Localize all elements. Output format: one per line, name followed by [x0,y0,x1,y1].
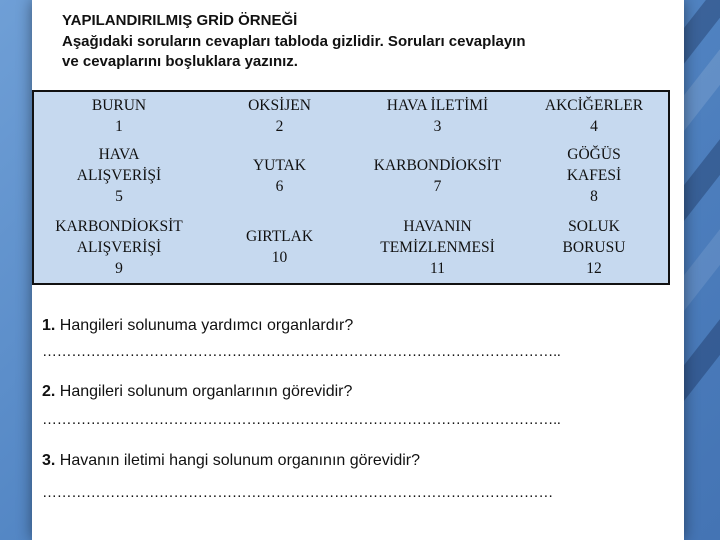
grid-cell [520,211,669,284]
cell-label: BURUN [91,96,147,114]
grid-cell [520,91,669,140]
grid-cell [33,91,204,140]
cell-number: 5 [115,188,123,206]
cell-label: GÖĞÜS [567,146,621,164]
grid-row [33,91,669,140]
grid-cell [204,140,355,212]
cell-number: 6 [275,177,284,195]
cell-label: YUTAK [252,156,306,174]
cell-number: 11 [430,259,445,277]
question-2 [42,383,352,401]
title-line: YAPILANDIRILMIŞ GRİD ÖRNEĞİ [62,12,298,29]
question-number: 1. [42,317,56,334]
cell-number: 3 [433,117,442,135]
cell-label: SOLUK [568,217,620,235]
cell-label: GIRTLAK [245,228,314,246]
question-text: Havanın iletimi hangi solunum organının görevidir? [55,452,420,469]
cell-label: BORUSU [562,238,626,256]
cell-number: 9 [115,259,123,277]
grid-cell [355,91,520,140]
cell-label: HAVA İLETİMİ [386,96,489,114]
cell-label: KARBONDİOKSİT [55,217,183,235]
cell-label: KARBONDİOKSİT [373,156,502,174]
cell-label: AKCİĞERLER [544,96,644,114]
cell-label: TEMİZLENMESİ [380,238,495,256]
grid-cell [204,91,355,140]
structured-grid [32,90,670,285]
question-text: Hangileri solunuma yardımcı organlardır? [55,317,354,334]
content-panel [32,0,684,540]
grid-cell [204,211,355,284]
question-text: Hangileri solunum organlarının görevidir? [55,383,353,400]
grid-cell [355,211,520,284]
grid-row [33,211,669,284]
cell-label: HAVANIN [403,217,472,235]
answer-blank-1[interactable]: …………………………………………………………………………………………….. [42,343,561,360]
instruction-line: Aşağıdaki soruların cevapları tabloda gizlidir. Soruları cevaplayın [62,32,526,50]
cell-label: ALIŞVERİŞİ [76,238,162,256]
grid-cell [33,211,204,284]
grid-row [33,140,669,212]
question-1 [42,317,353,335]
cell-number: 4 [590,117,598,135]
cell-label: KAFESİ [566,167,622,185]
answer-blank-3[interactable]: …………………………………………………………………………………………… [42,484,554,501]
answer-blank-2[interactable]: …………………………………………………………………………………………….. [42,411,561,428]
question-3 [42,452,420,470]
cell-number: 1 [115,117,123,135]
slide-title [62,11,526,73]
cell-number: 12 [586,259,602,277]
cell-number: 2 [275,117,284,135]
cell-label: ALIŞVERİŞİ [76,167,162,185]
grid-cell [355,140,520,212]
cell-number: 7 [433,177,442,195]
question-number: 3. [42,452,56,469]
cell-number: 10 [271,249,288,267]
grid-cell [520,140,669,212]
instruction-line: ve cevaplarını boşluklara yazınız. [62,53,298,70]
cell-label: OKSİJEN [248,96,311,114]
grid-cell [33,140,204,212]
cell-label: HAVA [98,146,140,164]
cell-number: 8 [590,188,598,206]
question-number: 2. [42,383,56,400]
